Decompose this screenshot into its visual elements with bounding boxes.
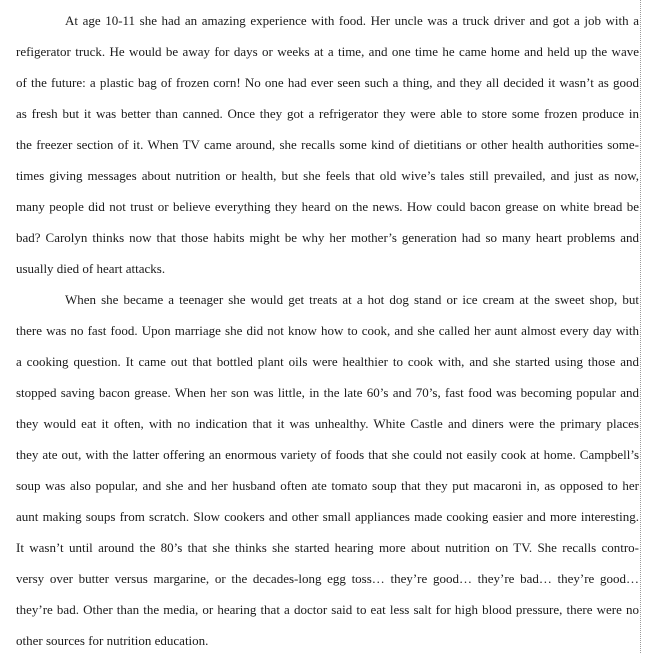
right-margin-guide <box>640 0 641 653</box>
paragraph-line: they would eat it often, with no indication that it was unhealthy. White Castle and diners were the primary places <box>16 416 639 431</box>
paragraph-line: At age 10-11 she had an amazing experience with food. Her uncle was a truck driver and got a job with a <box>65 13 639 28</box>
paragraph-line: refigerator truck. He would be away for days or weeks at a time, and one time he came home and held up the wave <box>16 44 639 59</box>
paragraph-line: as fresh but it was better than canned. Once they got a refrigerator they were able to store some frozen produce in <box>16 106 639 121</box>
paragraph-line: versy over butter versus margarine, or the decades-long egg toss… they’re good… they’re bad… they’re good… <box>16 571 639 586</box>
paragraph-line: they ate out, with the latter offering an enormous variety of foods that she could not easily cook at home. Campbell’s <box>16 447 639 462</box>
paragraph-line: It wasn’t until around the 80’s that she thinks she started hearing more about nutrition on TV. She recalls contro- <box>16 540 639 555</box>
paragraph-line: usually died of heart attacks. <box>16 261 166 276</box>
paragraph-line: times giving messages about nutrition or health, but she feels that old wive’s tales still prevailed, and just as now, <box>16 168 639 183</box>
paragraph-line: they’re bad. Other than the media, or hearing that a doctor said to eat less salt for high blood pressure, there were no <box>16 602 639 617</box>
paragraph-line: bad? Carolyn thinks now that those habits might be why her mother’s generation had so many heart problems and <box>16 230 639 245</box>
paragraph-line: many people did not trust or believe everything they heard on the news. How could bacon grease on white bread be <box>16 199 639 214</box>
paragraph-line: soup was also popular, and she and her husband often ate tomato soup that they put macaroni in, as opposed to her <box>16 478 639 493</box>
paragraph-line: aunt making soups from scratch. Slow cookers and other small appliances made cooking easier and more interesting. <box>16 509 639 524</box>
paragraph-line: of the future: a plastic bag of frozen corn! No one had ever seen such a thing, and they all decided it wasn’t as good <box>16 75 639 90</box>
paragraph-line: there was no fast food. Upon marriage she did not know how to cook, and she called her aunt almost every day with <box>16 323 639 338</box>
paragraph-line: the freezer section of it. When TV came around, she recalls some kind of dietitians or other health authorities some- <box>16 137 639 152</box>
paragraph-line: a cooking question. It came out that bottled plant oils were healthier to cook with, and she started using those and <box>16 354 639 369</box>
paragraph-line: other sources for nutrition education. <box>16 633 209 648</box>
paragraph-line: stopped saving bacon grease. When her son was little, in the late 60’s and 70’s, fast food was becoming popular and <box>16 385 639 400</box>
paragraph-line: When she became a teenager she would get treats at a hot dog stand or ice cream at the sweet shop, but <box>65 292 639 307</box>
